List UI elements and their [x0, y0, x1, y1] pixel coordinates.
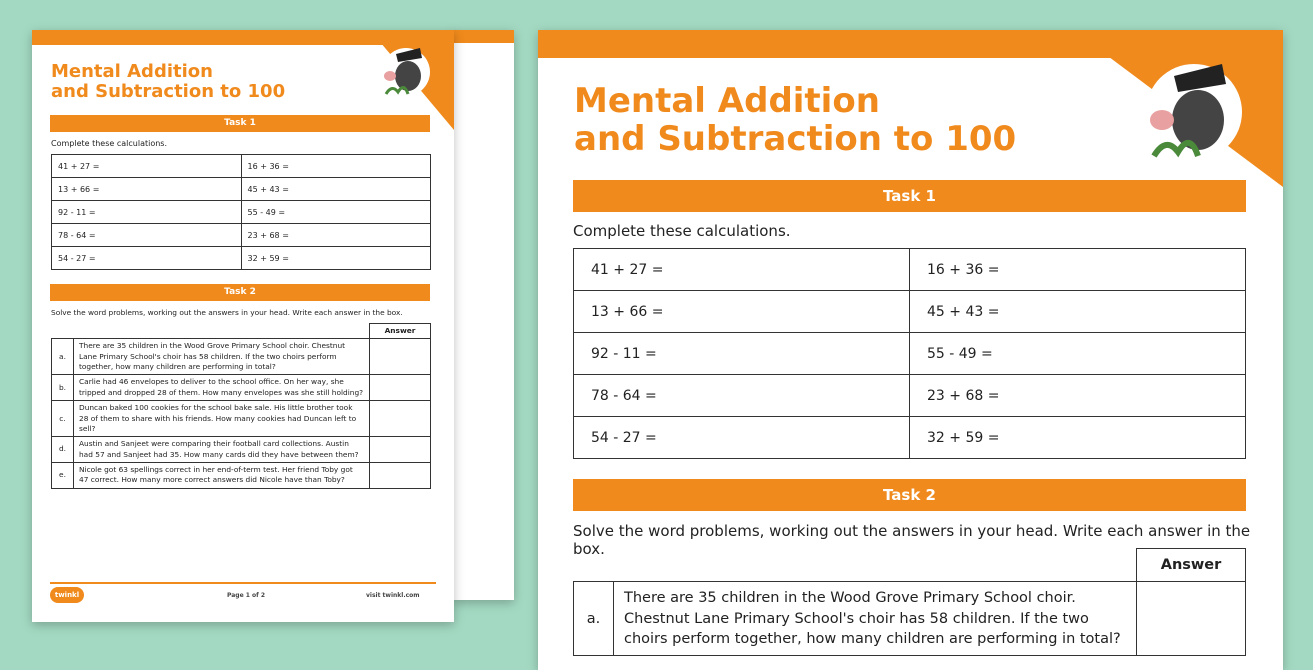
answer-header: Answer [1137, 549, 1246, 582]
answer-box[interactable] [370, 401, 431, 437]
calculation-cell[interactable]: 23 + 68 = [241, 224, 431, 247]
calculation-table [51, 154, 431, 270]
task2-prompt: Solve the word problems, working out the answers in your head. Write each answer in the box. [573, 522, 1251, 558]
problem-text: Austin and Sanjeet were comparing their football card collections. Austin had 57 and Sanjeet had 35. How many cards did they have between them? [74, 437, 370, 463]
problem-letter: a. [52, 339, 74, 375]
problem-text: There are 35 children in the Wood Grove Primary School choir. Chestnut Lane Primary School's choir has 58 children. If the two choirs perform together, how many children are performing in total? [614, 582, 1137, 656]
calculation-cell[interactable]: 41 + 27 = [52, 155, 242, 178]
problem-letter: d. [52, 437, 74, 463]
word-problem-table [51, 323, 431, 489]
twinkl-logo: twinkl [50, 587, 84, 603]
task1-prompt: Complete these calculations. [573, 222, 791, 240]
table-row [52, 155, 431, 178]
answer-box[interactable] [370, 437, 431, 463]
task1-prompt: Complete these calculations. [51, 139, 168, 148]
task2-prompt: Solve the word problems, working out the answers in your head. Write each answer in the box. [51, 308, 403, 317]
table-row [52, 324, 431, 339]
answer-box[interactable] [370, 462, 431, 488]
table-row [574, 375, 1246, 417]
table-row [52, 437, 431, 463]
site-link[interactable]: visit twinkl.com [366, 592, 420, 599]
problem-text: There are 35 children in the Wood Grove Primary School choir. Chestnut Lane Primary School's choir has 58 children. If the two choirs perform together, how many children are performing in total? [74, 339, 370, 375]
page-footer [50, 582, 436, 584]
calculation-cell[interactable]: 45 + 43 = [241, 178, 431, 201]
table-row [574, 333, 1246, 375]
problem-text: Carlie had 46 envelopes to deliver to the school office. On her way, she tripped and dropped 28 of them. How many envelopes was she still holding? [74, 375, 370, 401]
problem-letter: c. [52, 401, 74, 437]
calculation-cell[interactable]: 78 - 64 = [52, 224, 242, 247]
table-row [52, 462, 431, 488]
worksheet-page-small [32, 30, 454, 622]
table-row [574, 291, 1246, 333]
calculation-cell[interactable]: 13 + 66 = [574, 291, 910, 333]
calculation-cell[interactable]: 45 + 43 = [910, 291, 1246, 333]
calculation-table [573, 248, 1246, 459]
calculation-cell[interactable]: 92 - 11 = [52, 201, 242, 224]
table-row [574, 417, 1246, 459]
mole-mascot-icon [378, 40, 434, 98]
problem-letter: b. [52, 375, 74, 401]
table-row [52, 339, 431, 375]
calculation-cell[interactable]: 32 + 59 = [241, 247, 431, 270]
calculation-cell[interactable]: 55 - 49 = [910, 333, 1246, 375]
calculation-cell[interactable]: 32 + 59 = [910, 417, 1246, 459]
answer-box[interactable] [370, 375, 431, 401]
calculation-cell[interactable]: 54 - 27 = [52, 247, 242, 270]
mole-mascot-icon [1138, 48, 1250, 164]
calculation-cell[interactable]: 54 - 27 = [574, 417, 910, 459]
answer-header: Answer [370, 324, 431, 339]
task1-header: Task 1 [50, 115, 430, 132]
table-row [52, 401, 431, 437]
answer-box[interactable] [1137, 582, 1246, 656]
page-title: Mental Addition and Subtraction to 100 [574, 81, 1017, 160]
calculation-cell[interactable]: 16 + 36 = [241, 155, 431, 178]
problem-letter: a. [574, 582, 614, 656]
table-row [52, 201, 431, 224]
calculation-cell[interactable]: 16 + 36 = [910, 249, 1246, 291]
table-row [52, 224, 431, 247]
table-row [574, 549, 1246, 582]
page-number: Page 1 of 2 [227, 592, 265, 599]
problem-text: Duncan baked 100 cookies for the school bake sale. His little brother took 28 of them to share with his friends. How many cookies had Duncan left to sell? [74, 401, 370, 437]
task2-header: Task 2 [50, 284, 430, 301]
calculation-cell[interactable]: 13 + 66 = [52, 178, 242, 201]
table-row [52, 178, 431, 201]
table-row [574, 582, 1246, 656]
worksheet-page-large [538, 30, 1283, 670]
table-row [52, 375, 431, 401]
table-row [574, 249, 1246, 291]
answer-box[interactable] [370, 339, 431, 375]
calculation-cell[interactable]: 78 - 64 = [574, 375, 910, 417]
calculation-cell[interactable]: 41 + 27 = [574, 249, 910, 291]
task1-header: Task 1 [573, 180, 1246, 212]
problem-letter: e. [52, 462, 74, 488]
table-row [52, 247, 431, 270]
task2-header: Task 2 [573, 479, 1246, 511]
calculation-cell[interactable]: 92 - 11 = [574, 333, 910, 375]
word-problem-table [573, 548, 1246, 656]
problem-text: Nicole got 63 spellings correct in her end-of-term test. Her friend Toby got 47 correct. How many more correct answers did Nicole have than Toby? [74, 462, 370, 488]
back-worksheet-page [452, 30, 514, 600]
calculation-cell[interactable]: 55 - 49 = [241, 201, 431, 224]
calculation-cell[interactable]: 23 + 68 = [910, 375, 1246, 417]
header-bar [452, 30, 514, 43]
page-title: Mental Addition and Subtraction to 100 [51, 61, 286, 103]
